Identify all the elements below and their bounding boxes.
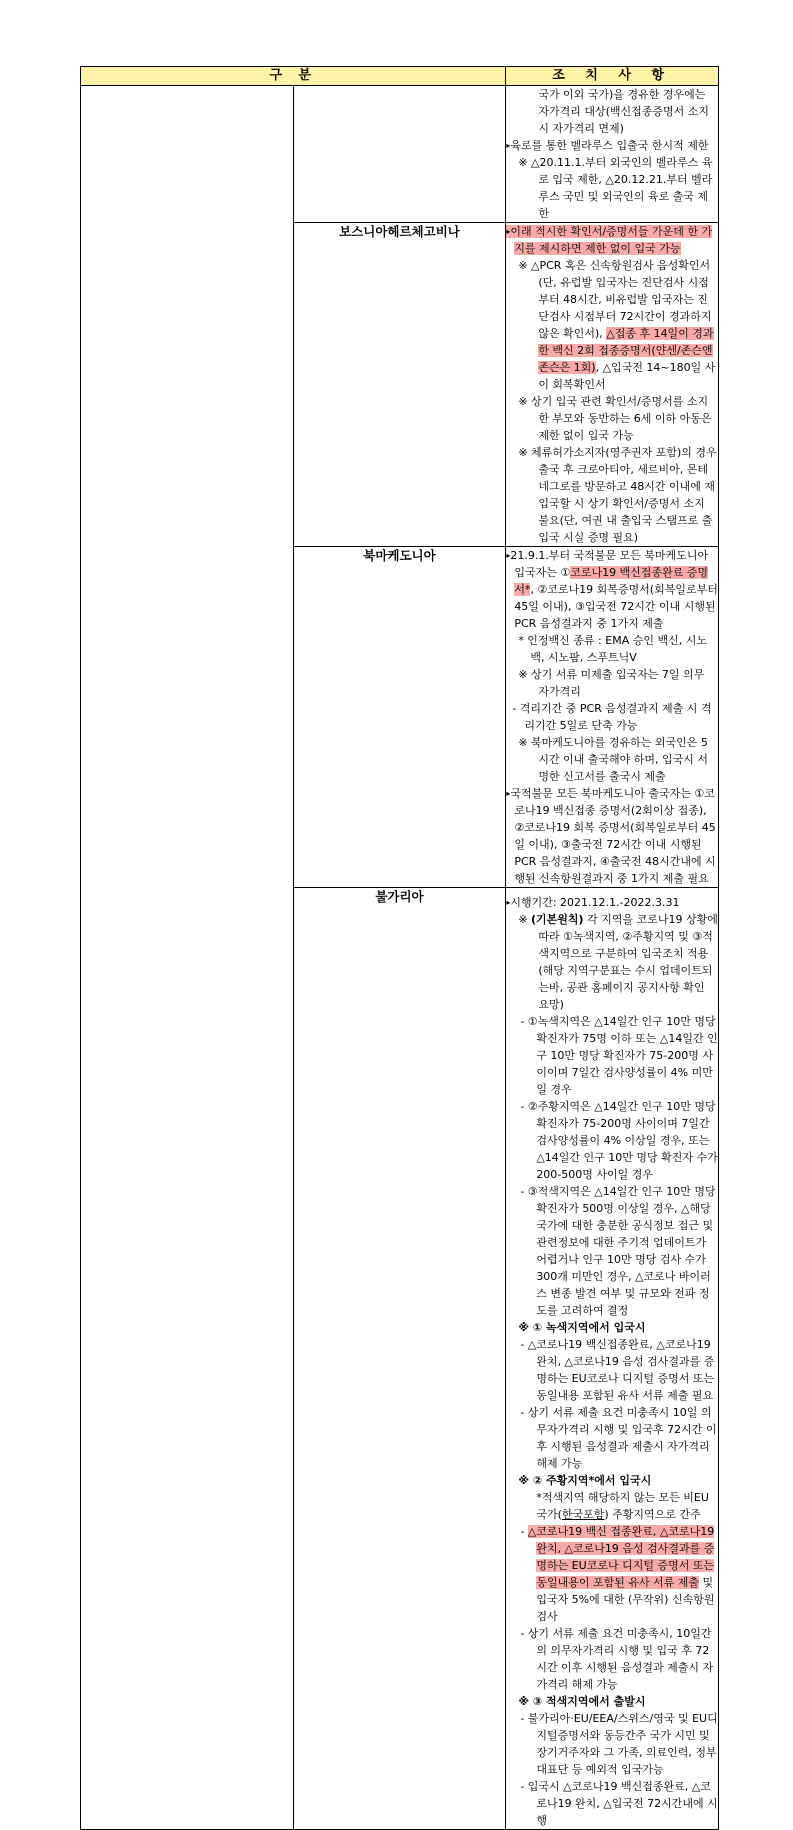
bulgaria-line-3: - ①녹색지역은 △14일간 인구 10만 명당 확진자가 75명 이하 또는 △14일간 인구 10만 명당 확진자가 75-200명 사이이며 7일간 검사양성률이 4% 미만일 경우	[520, 1015, 718, 1096]
measures-table	[80, 66, 719, 1830]
belarus-line-1: 국가 이외 국가)을 경유한 경우에는 자가격리 대상(백신접종증명서 소지 시 자가격리 면제)	[538, 88, 709, 135]
country-bulgaria: 불가리아	[293, 888, 506, 1830]
bulgaria-line-5: - ③적색지역은 △14일간 인구 10만 명당 확진자가 500명 이상일 경우, △해당 국가에 대한 충분한 공식정보 접근 및 관련정보에 대한 주기적 업데이트가 어렵거나 인구 10만 명당 검사 수가 300개 미만인 경우, △코로나 바이러스 변종 발견 여부 및 규모와 전파 정도를 고려하여 결정	[520, 1185, 716, 1317]
bulgaria-section-red: ※ ③ 적색지역에서 출발시	[518, 1695, 646, 1708]
macedonia-line-2: * 인정백신 종류 : EMA 승인 백신, 시노백, 시노팜, 스푸트닉V	[518, 634, 707, 664]
bosnia-line-3: ※ 상기 입국 관련 확인서/증명서를 소지한 부모와 동반하는 6세 이하 아동은 제한 없이 입국 가능	[518, 395, 712, 442]
content-macedonia	[506, 547, 719, 888]
bulgaria-line-7: - 상기 서류 제출 요건 미충족시 10일 의무자가격리 시행 및 입국후 72시간 이후 시행된 음성결과 제출시 자가격리 해제 가능	[520, 1406, 717, 1470]
bosnia-line-2: ※ △PCR 혹은 신속항원검사 음성확인서(단, 유럽발 입국자는 진단검사 시점부터 48시간, 비유럽발 입국자는 진단검사 시점부터 72시간이 경과하지 않은 확인서), △접종 후 14일이 경과한 백신 2회 접종증명서(얀센/존슨앤존슨은 1회), △입국전 14~180일 사이 회복확인서	[518, 259, 716, 391]
country-belarus	[293, 86, 506, 223]
header-row	[81, 67, 719, 86]
bulgaria-section-green: ※ ① 녹색지역에서 입국시	[518, 1321, 646, 1334]
belarus-line-2: ▸육로를 통한 벨라루스 입출국 한시적 제한	[506, 139, 709, 152]
bulgaria-line-10: - 상기 서류 제출 요건 미충족시, 10일간의 의무자가격리 시행 및 입국 후 72시간 이후 시행된 음성결과 제출시 자가격리 해제 가능	[520, 1627, 714, 1691]
bulgaria-line-2: ※ (기본원칙) 각 지역을 코로나19 상황에 따라 ①녹색지역, ②주황지역 및 ③적색지역으로 구분하여 입국조치 적용(해당 지역구분표는 수시 업데이트되는바, 공관 홈페이지 공지사항 확인 요망)	[518, 913, 718, 1011]
macedonia-line-1: ▸21.9.1.부터 국적불문 모든 북마케도니아 입국자는 ①코로나19 백신접종완료 증명서*, ②코로나19 회복증명서(회복일로부터 45일 이내), ③입국전 72시간 이내 시행된 PCR 음성결과지 중 1가지 제출	[506, 549, 718, 630]
region-cell	[81, 86, 294, 1830]
triangle-bullet-icon: ▸	[506, 898, 511, 907]
triangle-bullet-icon: ▸	[506, 789, 511, 798]
bosnia-line-1: ▸이래 적시한 확인서/증명서들 가운데 한 가지를 제시하면 제한 없이 입국 가능	[506, 225, 713, 255]
country-bosnia: 보스니아헤르체고비나	[293, 223, 506, 547]
bulgaria-section-orange: ※ ② 주황지역*에서 입국시	[518, 1474, 652, 1487]
bulgaria-line-4: - ②주황지역은 △14일간 인구 10만 명당 확진자가 75-200명 사이이며 7일간 검사양성률이 4% 이상일 경우, 또는 △14일간 인구 10만 명당 확진자 수가 200-500명 사이일 경우	[520, 1100, 718, 1181]
content-bosnia	[506, 223, 719, 547]
country-macedonia: 북마케도니아	[293, 547, 506, 888]
bulgaria-line-9: - △코로나19 백신 접종완료, △코로나19 완치, △코로나19 음성 검사결과를 증명하는 EU코로나 디지털 증명서 또는 동일내용이 포함된 유사 서류 제출 및 입국자 5%에 대한 (무작위) 신속항원검사	[520, 1525, 715, 1623]
bosnia-line-4: ※ 체류허가소지자(영주권자 포함)의 경우 출국 후 크로아티아, 세르비아, 몬테네그로를 방문하고 48시간 이내에 재입국할 시 상기 확인서/증명서 소지 불요(단, 여권 내 출입국 스탬프로 출입국 시실 증명 필요)	[518, 446, 717, 544]
triangle-bullet-icon: ▸	[506, 141, 511, 150]
row-belarus	[81, 86, 719, 223]
content-bulgaria	[506, 888, 719, 1830]
triangle-bullet-icon: ▸	[506, 227, 511, 236]
bulgaria-line-11: - 불가리아·EU/EEA/스위스/영국 및 EU디지털증명서와 동등간주 국가 시민 및 장기거주자와 그 가족, 의료인력, 정부대표단 등 예외적 입국가능	[520, 1712, 718, 1776]
macedonia-line-3: ※ 상기 서류 미제출 입국자는 7일 의무 자가격리	[518, 668, 705, 698]
header-category: 구 분	[81, 67, 506, 86]
header-measures: 조 치 사 항	[506, 67, 719, 86]
belarus-line-3: ※ △20.11.1.부터 외국인의 벨라루스 육로 입국 제한, △20.12.21.부터 벨라루스 국민 및 외국인의 육로 출국 제한	[518, 156, 713, 220]
triangle-bullet-icon: ▸	[506, 551, 511, 560]
bulgaria-line-8: *적색지역 해당하지 않는 모든 비EU 국가(한국포함) 주황지역으로 간주	[536, 1491, 709, 1521]
bulgaria-line-6: - △코로나19 백신접종완료, △코로나19 완치, △코로나19 음성 검사결과를 증명하는 EU코로나 디지털 증명서 또는 동일내용 포함된 유사 서류 제출 필요	[520, 1338, 715, 1402]
bulgaria-line-1: ▸시행기간: 2021.12.1.-2022.3.31	[506, 896, 680, 909]
content-belarus	[506, 86, 719, 223]
macedonia-line-5: ※ 북마케도니아를 경유하는 외국인은 5시간 이내 출국해야 하며, 입국시 서명한 신고서를 출국시 제출	[518, 736, 709, 783]
bulgaria-line-12: - 입국시 △코로나19 백신접종완료, △코로나19 완치, △입국전 72시간내에 시행	[520, 1780, 718, 1827]
macedonia-line-4: - 격리기간 중 PCR 음성결과지 제출 시 격리기간 5일로 단축 가능	[512, 702, 712, 732]
macedonia-line-6: ▸국적불문 모든 북마케도니아 출국자는 ①코로나19 백신접종 증명서(2회이상 접종), ②코로나19 회복 증명서(회복일로부터 45일 이내), ③출국전 72시간 이내 시행된 PCR 음성결과지, ④출국전 48시간내에 시행된 신속항원결과지 중 1가지 제출 필요	[506, 787, 716, 885]
